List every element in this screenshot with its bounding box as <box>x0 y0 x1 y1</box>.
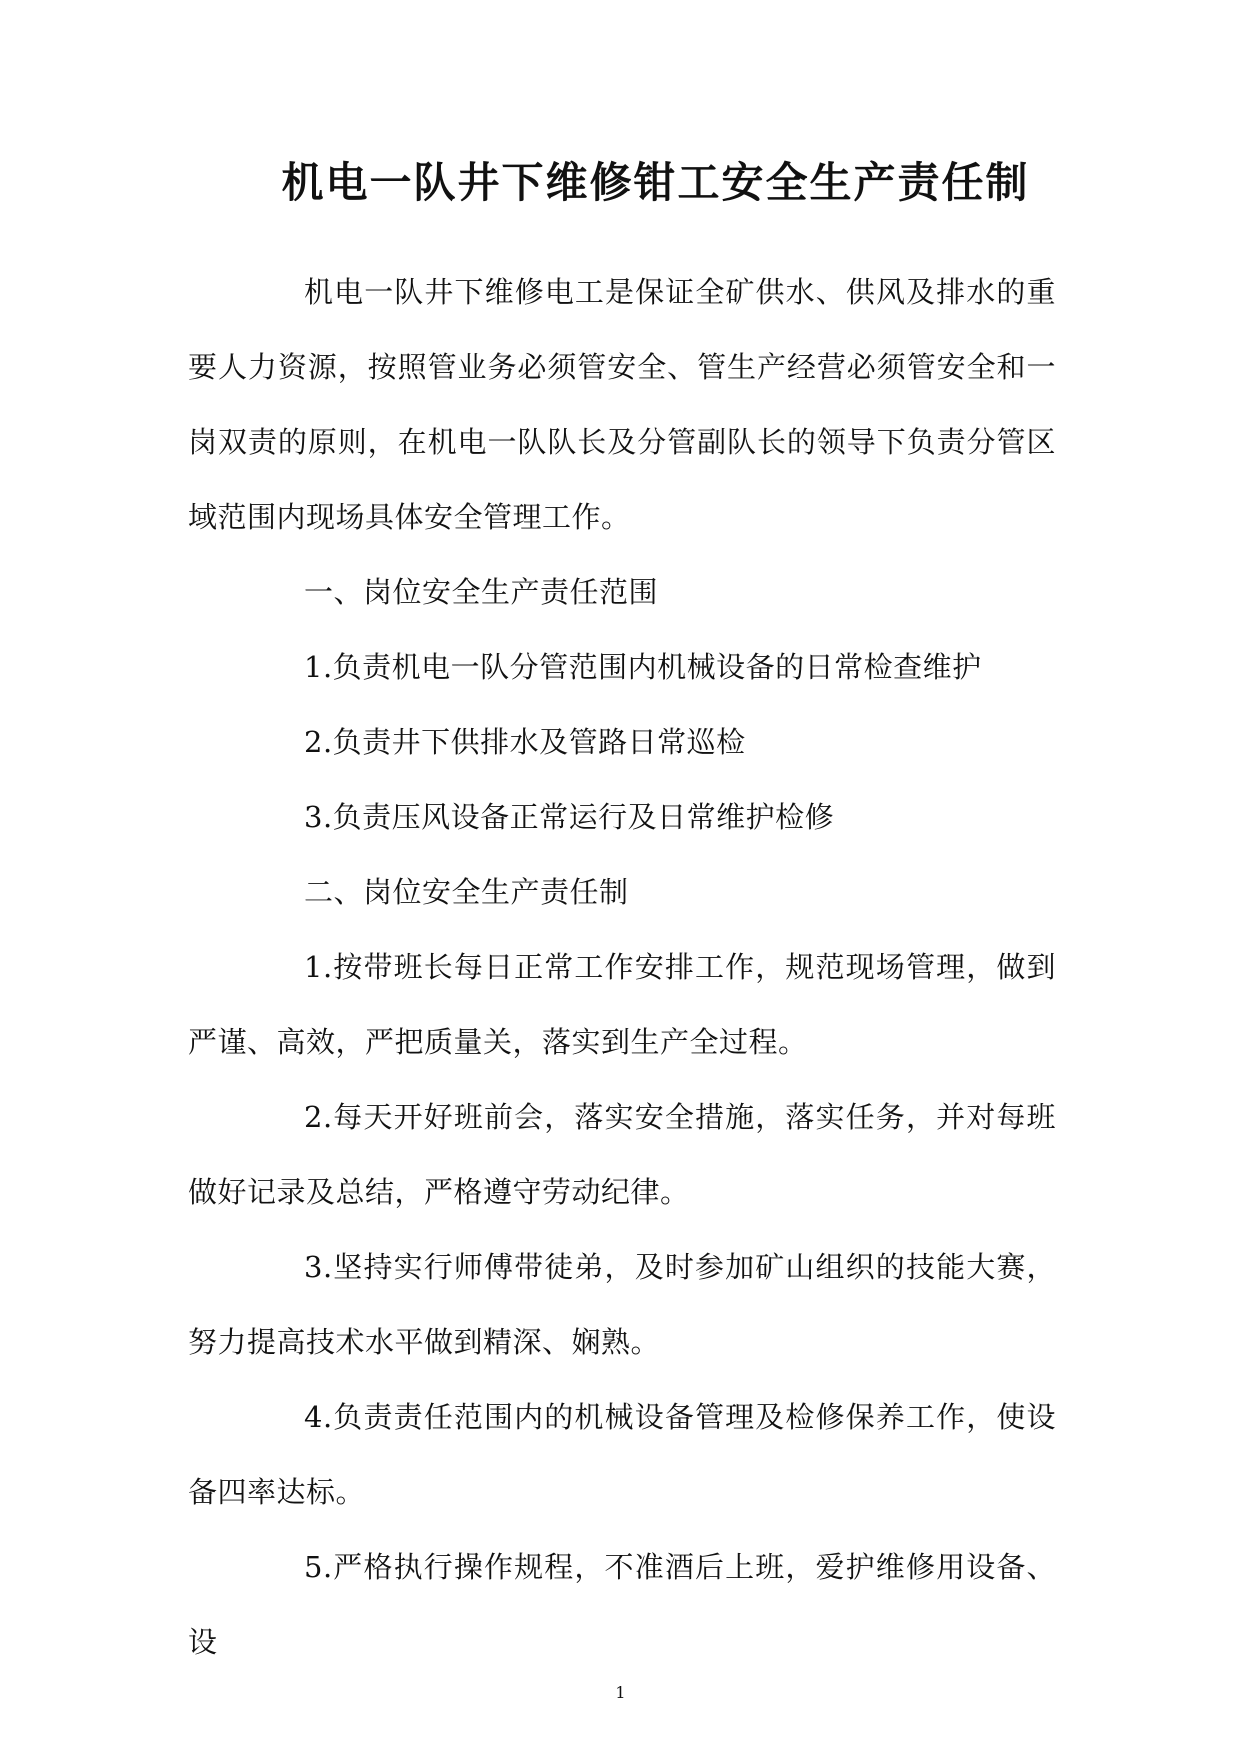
paragraph-intro: 机电一队井下维修电工是保证全矿供水、供风及排水的重要人力资源，按照管业务必须管安全、管生产经营必须管安全和一岗双责的原则，在机电一队队长及分管副队长的领导下负责分管区域范围内现场具体安全管理工作。 <box>188 275 1056 534</box>
section-heading-scope: 一、岗位安全生产责任范围 <box>304 575 659 609</box>
list-item: 1.负责机电一队分管范围内机械设备的日常检查维护 <box>304 650 982 684</box>
section-heading-responsibility: 二、岗位安全生产责任制 <box>304 875 629 909</box>
document-title: 机电一队井下维修钳工安全生产责任制 <box>281 158 1030 207</box>
document-body <box>188 255 1056 1680</box>
list-item: 3.负责压风设备正常运行及日常维护检修 <box>304 800 835 834</box>
page-number: 1 <box>615 1683 626 1702</box>
list-item: 2.每天开好班前会，落实安全措施，落实任务，并对每班做好记录及总结，严格遵守劳动纪律。 <box>188 1100 1056 1209</box>
list-item: 2.负责井下供排水及管路日常巡检 <box>304 725 746 759</box>
list-item: 3.坚持实行师傅带徒弟，及时参加矿山组织的技能大赛，努力提高技术水平做到精深、娴熟。 <box>188 1250 1056 1359</box>
list-item: 1.按带班长每日正常工作安排工作，规范现场管理，做到严谨、高效，严把质量关，落实到生产全过程。 <box>188 950 1056 1059</box>
list-item: 4.负责责任范围内的机械设备管理及检修保养工作，使设备四率达标。 <box>188 1400 1056 1509</box>
list-item: 5.严格执行操作规程，不准酒后上班，爱护维修用设备、设 <box>188 1550 1056 1659</box>
